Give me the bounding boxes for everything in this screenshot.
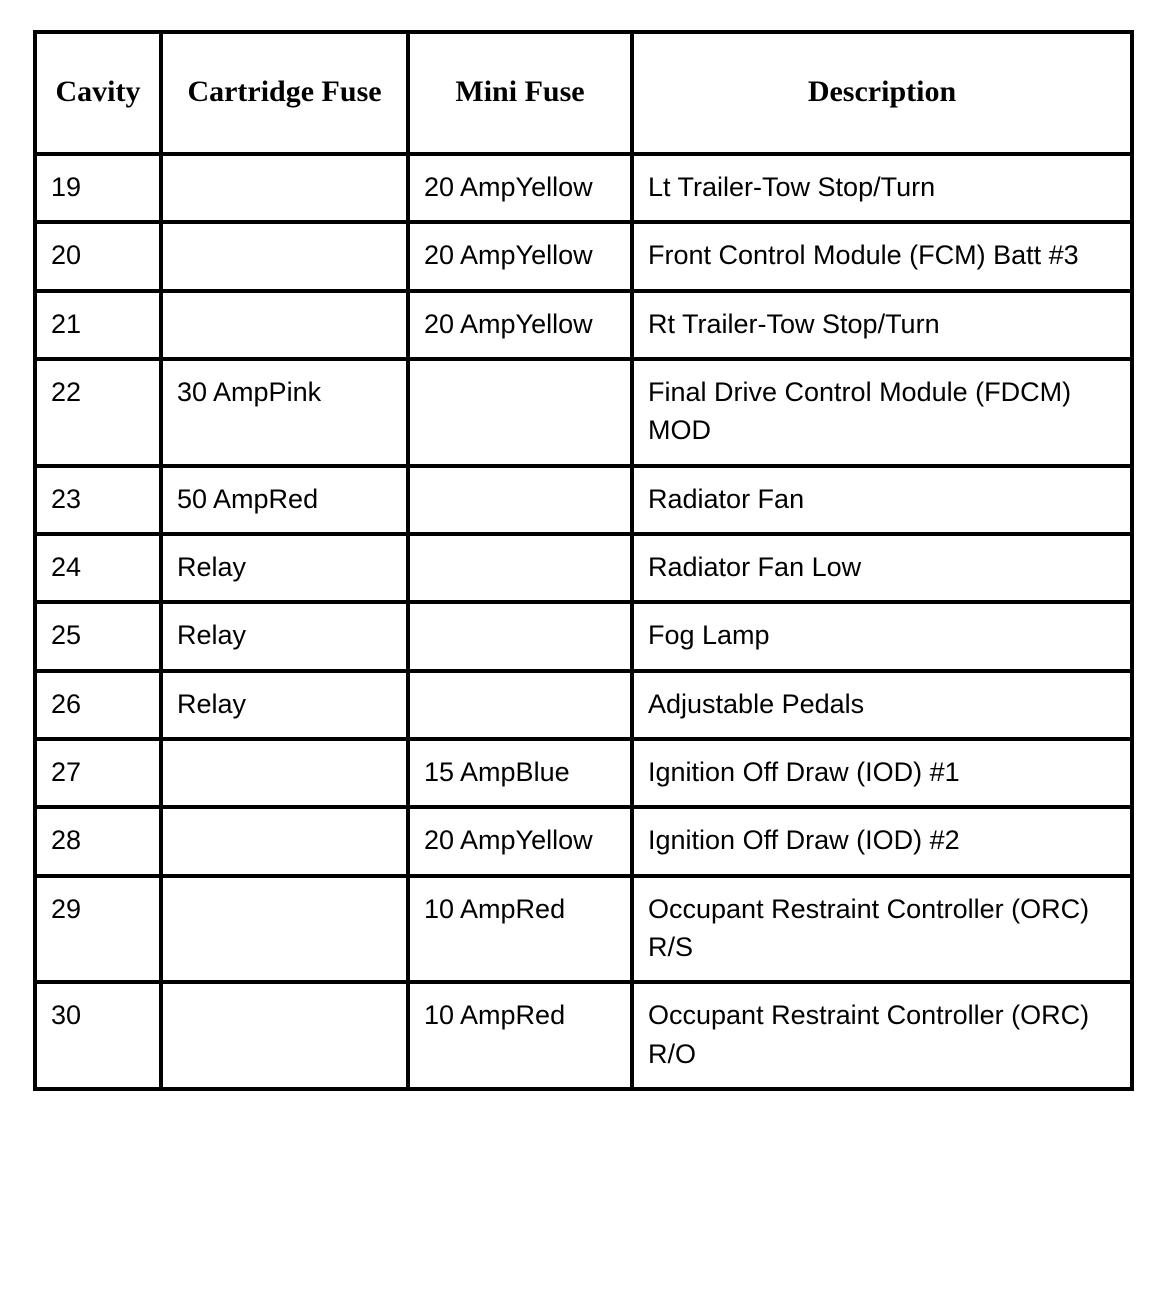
table-row: [35, 534, 1132, 602]
cell-cartridge-fuse: Relay: [161, 534, 408, 602]
cell-mini-fuse: 20 AmpYellow: [408, 291, 632, 359]
table-row: [35, 671, 1132, 739]
cell-mini-fuse: 10 AmpRed: [408, 876, 632, 983]
table-row: [35, 466, 1132, 534]
table-body: [35, 154, 1132, 1089]
cell-cartridge-fuse: 30 AmpPink: [161, 359, 408, 466]
cell-mini-fuse: [408, 671, 632, 739]
column-header-description: Description: [632, 32, 1132, 154]
cell-cavity: 27: [35, 739, 161, 807]
cell-description: Occupant Restraint Controller (ORC) R/O: [632, 982, 1132, 1089]
cell-cavity: 21: [35, 291, 161, 359]
fuse-assignment-table: [33, 30, 1134, 1091]
cell-cavity: 23: [35, 466, 161, 534]
table-row: [35, 154, 1132, 222]
fuse-table-page: [33, 30, 1130, 1091]
cell-cartridge-fuse: Relay: [161, 671, 408, 739]
column-header-cartridge-fuse: Cartridge Fuse: [161, 32, 408, 154]
column-header-mini-fuse: Mini Fuse: [408, 32, 632, 154]
table-row: [35, 739, 1132, 807]
cell-description: Rt Trailer-Tow Stop/Turn: [632, 291, 1132, 359]
cell-mini-fuse: [408, 466, 632, 534]
cell-description: Radiator Fan Low: [632, 534, 1132, 602]
cell-cavity: 24: [35, 534, 161, 602]
cell-mini-fuse: 20 AmpYellow: [408, 222, 632, 290]
cell-description: Occupant Restraint Controller (ORC) R/S: [632, 876, 1132, 983]
cell-description: Ignition Off Draw (IOD) #2: [632, 807, 1132, 875]
table-header-row: [35, 32, 1132, 154]
cell-cartridge-fuse: [161, 982, 408, 1089]
cell-cartridge-fuse: [161, 876, 408, 983]
cell-cavity: 22: [35, 359, 161, 466]
cell-mini-fuse: [408, 534, 632, 602]
cell-mini-fuse: 20 AmpYellow: [408, 154, 632, 222]
cell-cartridge-fuse: [161, 739, 408, 807]
table-row: [35, 222, 1132, 290]
cell-description: Lt Trailer-Tow Stop/Turn: [632, 154, 1132, 222]
cell-cavity: 28: [35, 807, 161, 875]
cell-cavity: 19: [35, 154, 161, 222]
cell-mini-fuse: 10 AmpRed: [408, 982, 632, 1089]
table-row: [35, 807, 1132, 875]
cell-cartridge-fuse: Relay: [161, 602, 408, 670]
cell-mini-fuse: 15 AmpBlue: [408, 739, 632, 807]
cell-cavity: 25: [35, 602, 161, 670]
table-row: [35, 291, 1132, 359]
cell-description: Ignition Off Draw (IOD) #1: [632, 739, 1132, 807]
cell-cavity: 20: [35, 222, 161, 290]
cell-cartridge-fuse: [161, 222, 408, 290]
cell-cartridge-fuse: [161, 807, 408, 875]
cell-cartridge-fuse: [161, 154, 408, 222]
table-row: [35, 602, 1132, 670]
cell-cavity: 26: [35, 671, 161, 739]
cell-cavity: 29: [35, 876, 161, 983]
cell-mini-fuse: 20 AmpYellow: [408, 807, 632, 875]
cell-description: Fog Lamp: [632, 602, 1132, 670]
cell-cavity: 30: [35, 982, 161, 1089]
column-header-cavity: Cavity: [35, 32, 161, 154]
cell-mini-fuse: [408, 602, 632, 670]
cell-description: Radiator Fan: [632, 466, 1132, 534]
cell-description: Final Drive Control Module (FDCM) MOD: [632, 359, 1132, 466]
table-row: [35, 982, 1132, 1089]
table-row: [35, 876, 1132, 983]
table-row: [35, 359, 1132, 466]
cell-mini-fuse: [408, 359, 632, 466]
cell-description: Front Control Module (FCM) Batt #3: [632, 222, 1132, 290]
cell-description: Adjustable Pedals: [632, 671, 1132, 739]
cell-cartridge-fuse: [161, 291, 408, 359]
cell-cartridge-fuse: 50 AmpRed: [161, 466, 408, 534]
